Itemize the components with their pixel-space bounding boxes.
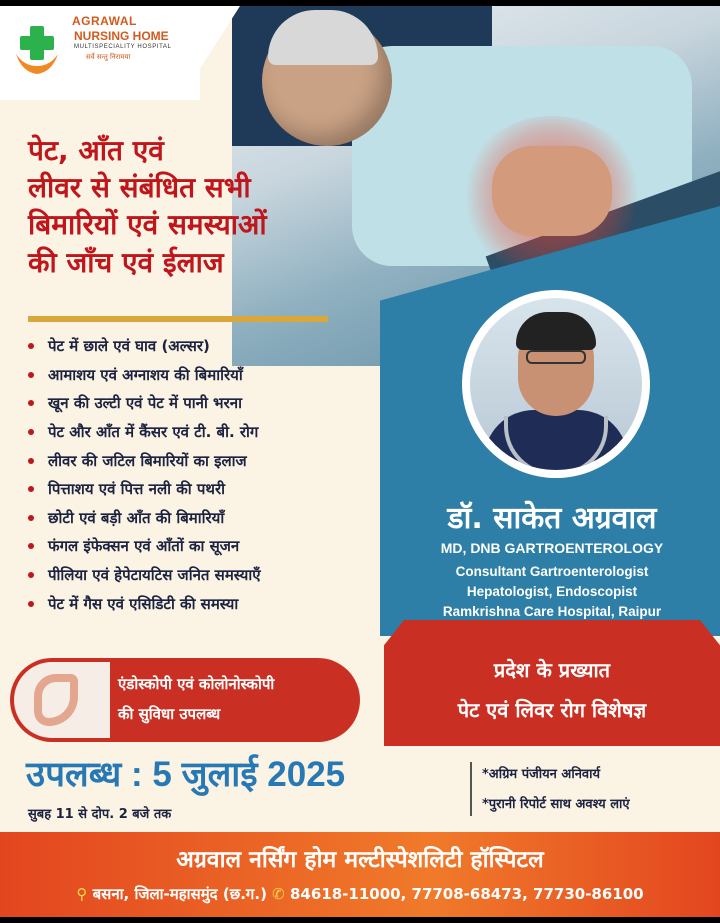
bullet-dot-icon — [28, 429, 34, 435]
bullet-dot-icon — [28, 400, 34, 406]
footer-phones[interactable]: 84618-11000, 77708-68473, 77730-86100 — [289, 885, 644, 903]
list-item: फंगल इंफेक्सन एवं आँतों का सूजन — [28, 532, 261, 561]
services-list — [28, 332, 261, 618]
footer-address: बसना, जिला-महासमुंद (छ.ग.) — [92, 885, 267, 903]
footer-contact — [0, 884, 720, 904]
footer-title: अग्रवाल नर्सिंग होम मल्टीस्पेशलिटी हॉस्पिटल — [176, 847, 544, 873]
banner-line1: प्रदेश के प्रख्यात — [493, 658, 611, 682]
doctor-degree: MD, DNB GARTROENTEROLOGY — [440, 540, 664, 556]
phone-icon: ✆ — [272, 885, 285, 903]
doctor-hospital: Ramkrishna Care Hospital, Raipur — [442, 604, 662, 619]
list-item: पेट में गैस एवं एसिडिटी की समस्या — [28, 589, 261, 618]
logo-tagline: सर्वे सन्तु निरामया — [86, 53, 131, 61]
list-item: आमाशय एवं अग्नाशय की बिमारियाँ — [28, 361, 261, 390]
heading-line: बिमारियों एवं समस्याओं — [28, 208, 267, 242]
heading-divider — [28, 316, 328, 322]
bullet-dot-icon — [28, 486, 34, 492]
main-heading — [28, 132, 358, 281]
hospital-cross-logo-icon — [14, 24, 60, 76]
doctor-title: Consultant Gartroenterologist — [455, 564, 649, 579]
heading-line: पेट, आँत एवं — [28, 134, 164, 167]
heading-line: की जाँच एवं ईलाज — [28, 245, 224, 279]
bullet-dot-icon — [28, 372, 34, 378]
logo-line1: AGRAWAL — [72, 14, 137, 28]
endoscopy-line1: एंडोस्कोपी एवं कोलोनोस्कोपी — [118, 675, 275, 693]
logo-line2: NURSING HOME — [74, 29, 169, 43]
heading-line: लीवर से संबंधित सभी — [28, 171, 251, 205]
list-item: पेट में छाले एवं घाव (अल्सर) — [28, 332, 261, 361]
list-item: पेट और आँत में कैंसर एवं टी. बी. रोग — [28, 418, 261, 447]
list-item: छोटी एवं बड़ी आँत की बिमारियाँ — [28, 504, 261, 533]
poster — [0, 6, 720, 917]
banner-line2: पेट एवं लिवर रोग विशेषज्ञ — [457, 698, 647, 722]
list-item: पीलिया एवं हेपेटायटिस जनित समस्याएँ — [28, 561, 261, 590]
location-pin-icon: ⚲ — [76, 885, 88, 903]
specialist-banner — [384, 620, 720, 746]
list-item: खून की उल्टी एवं पेट में पानी भरना — [28, 389, 261, 418]
logo-line3: MULTISPECIALITY HOSPITAL — [74, 44, 172, 50]
bullet-dot-icon — [28, 601, 34, 607]
bullet-dot-icon — [28, 572, 34, 578]
bullet-dot-icon — [28, 515, 34, 521]
note-reports: *पुरानी रिपोर्ट साथ अवश्य लाएं — [482, 797, 630, 812]
list-item: पित्ताशय एवं पित्त नली की पथरी — [28, 475, 261, 504]
availability-date: उपलब्ध : 5 जुलाई 2025 — [26, 755, 346, 794]
endoscopy-line2: की सुविधा उपलब्ध — [118, 705, 221, 723]
bullet-dot-icon — [28, 458, 34, 464]
list-item: लीवर की जटिल बिमारियों का इलाज — [28, 446, 261, 475]
bullet-dot-icon — [28, 343, 34, 349]
bullet-dot-icon — [28, 543, 34, 549]
notes-divider — [470, 762, 472, 816]
doctor-name: डॉ. साकेत अग्रवाल — [447, 501, 657, 536]
availability-time: सुबह 11 से दोप. 2 बजे तक — [28, 807, 172, 822]
note-registration: *अग्रिम पंजीयन अनिवार्य — [482, 767, 601, 782]
doctor-photo — [470, 298, 642, 470]
doctor-specialty: Hepatologist, Endoscopist — [466, 584, 638, 599]
